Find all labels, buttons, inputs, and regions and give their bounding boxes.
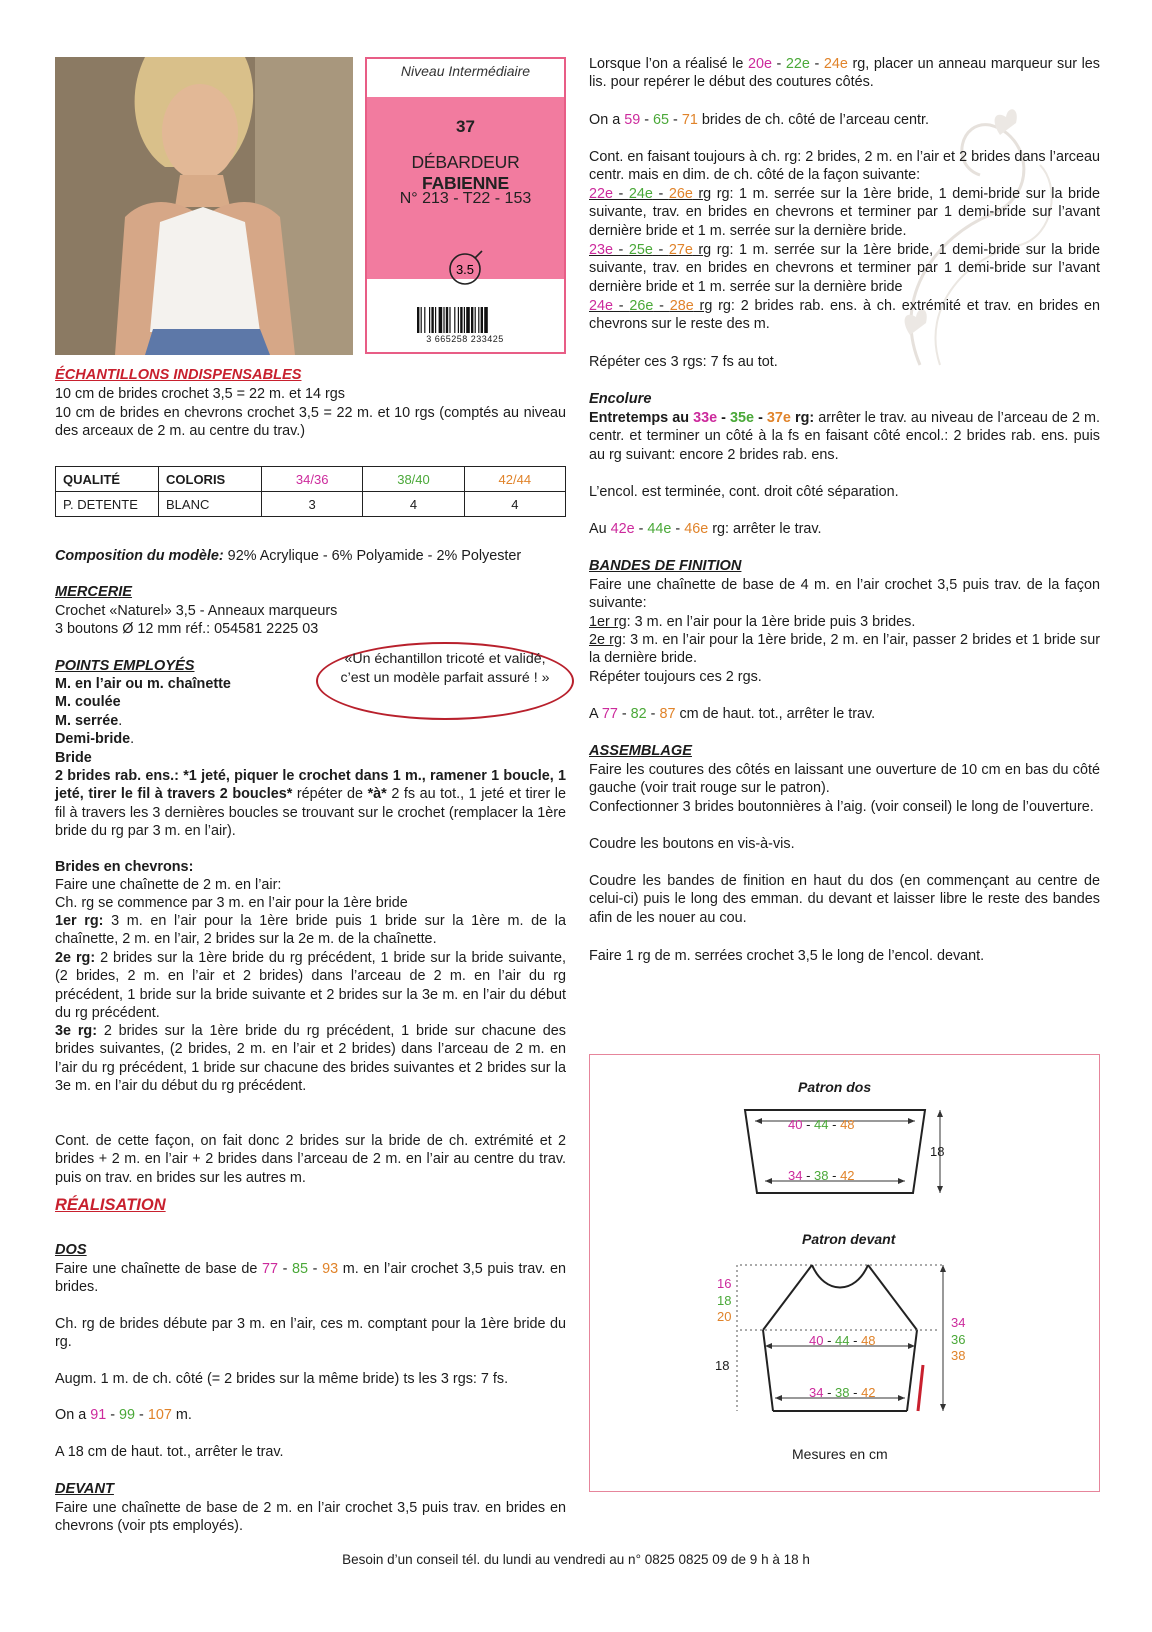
tip-bubble-text: «Un échantillon tricoté et validé, c’est un modèle parfait assuré ! » bbox=[340, 651, 550, 686]
mercerie-line-2: 3 boutons Ø 12 mm réf.: 054581 2225 03 bbox=[55, 621, 319, 637]
header-size-3: 42/44 bbox=[464, 467, 565, 492]
difficulty-level: Niveau Intermédiaire bbox=[400, 63, 531, 79]
stitch-list: M. en l’air ou m. chaînette M. coulée M. serrée. Demi-bride. Bride bbox=[55, 676, 231, 766]
row-1: 1er rg: 3 m. en l’air pour la 1ère bride puis 1 bride sur la 1ère m. de la chaînette, 2 m. en l’air, 2 brides sur la 2e m. de la chaînette. bbox=[55, 913, 566, 948]
chevrons-heading: Brides en chevrons: bbox=[55, 859, 194, 875]
devant-left-top-measure: 16 18 20 bbox=[717, 1276, 732, 1324]
model-photo bbox=[55, 57, 353, 355]
encolure-step-2: L’encol. est terminée, cont. droit côté séparation. bbox=[589, 484, 899, 500]
assemblage-step-3: Coudre les boutons en vis-à-vis. bbox=[589, 836, 795, 852]
continue-paragraph: Cont. de cette façon, on fait donc 2 brides sur la bride de ch. extrémité et 2 brides + 2 m. en l’air + 2 brides dans l’arceau de 2 m. en l’air au centre du trav. puis on trav. en brides sur les autres m. bbox=[55, 1133, 566, 1186]
barcode-number: 3 665258 233425 bbox=[426, 334, 504, 344]
encolure-heading: Encolure bbox=[589, 391, 652, 407]
echantillons-heading: ÉCHANTILLONS INDISPENSABLES bbox=[55, 367, 302, 383]
header-quality: QUALITÉ bbox=[56, 467, 159, 492]
header-color: COLORIS bbox=[159, 467, 262, 492]
assemblage-step-1: Faire les coutures des côtés en laissant une ouverture de 10 cm en bas du côté gauche (voir trait rouge sur le patron). bbox=[589, 762, 1100, 797]
right-para-1: Lorsque l’on a réalisé le 20e - 22e - 24e rg, placer un anneau marqueur sur les lis. pour repérer le début des coutures côtés. bbox=[589, 56, 1101, 91]
stitch-decrease: 2 brides rab. ens.: *1 jeté, piquer le crochet dans 1 m., ramener 1 boucle, 1 jeté, tirer le fil à travers 2 boucles* répéter de *à* 2 fs au tot., 1 jeté et tirer le fil à travers les 3 dernières boucles se trouvant sur le crochet (remplacer la 1ère bride du rg par 3 m. en l’air). bbox=[55, 768, 567, 840]
devant-step-1: Faire une chaînette de base de 2 m. en l’air crochet 3,5 puis trav. en brides en chevrons (voir pts employés). bbox=[55, 1500, 566, 1535]
assemblage-heading: ASSEMBLAGE bbox=[589, 743, 692, 759]
hook-size-label: 3.5 bbox=[455, 262, 475, 277]
row-3: 3e rg: 2 brides sur la 1ère bride du rg précédent, 1 bride sur chacune des brides suivantes, (2 brides, 2 m. en l’air et 2 brides) dans l’arceau de 2 m. en l’air du rg précédent, 1 bride sur chacune des brides suivantes et 2 brides sur la 3e m. en l’air du début du rg précédent. bbox=[55, 1023, 566, 1095]
repeat-instruction: Répéter ces 3 rgs: 7 fs au tot. bbox=[589, 354, 778, 370]
dos-step-1: Faire une chaînette de base de 77 - 85 - 93 m. en l’air crochet 3,5 puis trav. en brides. bbox=[55, 1261, 566, 1296]
cell-size-1: 3 bbox=[262, 492, 363, 517]
bandes-end: A 77 - 82 - 87 cm de haut. tot., arrêter le trav. bbox=[589, 706, 876, 722]
pattern-number: 37 bbox=[456, 117, 475, 136]
sample-gauge-2: 10 cm de brides en chevrons crochet 3,5 = 22 m. et 10 rgs (comptés au niveau des arceaux de 2 m. au centre du trav.) bbox=[55, 405, 566, 440]
realisation-heading: RÉALISATION bbox=[55, 1196, 166, 1214]
pattern-diagram bbox=[589, 1054, 1100, 1492]
points-heading: POINTS EMPLOYÉS bbox=[55, 658, 195, 674]
cell-size-3: 4 bbox=[464, 492, 565, 517]
assemblage-step-4: Coudre les bandes de finition en haut du dos (en commençant au centre de celui-ci) puis le long des emman. du devant et laisser libre le reste des bandes afin de les nouer au cou. bbox=[589, 873, 1100, 926]
cell-quality: P. DETENTE bbox=[56, 492, 159, 517]
decrease-row-c: 24e - 26e - 28e rg rg: 2 brides rab. ens. à ch. extrémité et trav. en brides en chevrons sur le reste des m. bbox=[589, 298, 1100, 333]
yarn-table-header bbox=[56, 467, 566, 492]
model-photo-illustration bbox=[55, 57, 353, 355]
encolure-step-1: Entretemps au 33e - 35e - 37e rg: arrêter le trav. au niveau de l’arceau de 2 m. centr. et terminer un côté à la fs en faisant côté encol.: 2 brides rab. ens. puis au rg suivant: encore 2 brides rab. ens. bbox=[589, 410, 1101, 463]
right-para-3: Cont. en faisant toujours à ch. rg: 2 brides, 2 m. en l’air et 2 brides dans l’arceau centr. mais en dim. de ch. côté de la façon suivante: bbox=[589, 149, 1100, 184]
header-size-2: 38/40 bbox=[363, 467, 464, 492]
composition: Composition du modèle: 92% Acrylique - 6% Polyamide - 2% Polyester bbox=[55, 548, 522, 564]
devant-right-measure: 34 36 38 bbox=[951, 1315, 966, 1363]
row-2: 2e rg: 2 brides sur la 1ère bride du rg précédent, 1 bride sur la bride suivante, (2 brides, 2 m. en l’air et 2 brides) dans l’arceau de 2 m. en l’air du rg précédent, 1 bride sur la bride suivante et 2 brides sur la 3e m. en l’air du début du rg précédent. bbox=[55, 950, 566, 1022]
devant-left-bottom-measure: 18 bbox=[715, 1358, 730, 1373]
bandes-row-1: 1er rg: 3 m. en l’air pour la 1ère bride puis 3 brides. bbox=[589, 614, 916, 630]
yarn-table bbox=[55, 466, 566, 517]
dos-top-measure: 40 - 44 - 48 bbox=[788, 1117, 855, 1132]
mercerie-line-1: Crochet «Naturel» 3,5 - Anneaux marqueurs bbox=[55, 603, 338, 619]
barcode-icon bbox=[417, 307, 513, 333]
pattern-reference: N° 213 - T22 - 153 bbox=[399, 190, 532, 207]
encolure-step-3: Au 42e - 44e - 46e rg: arrêter le trav. bbox=[589, 521, 822, 537]
chevrons-line-1: Faire une chaînette de 2 m. en l’air: bbox=[55, 877, 282, 893]
dos-schema-title: Patron dos bbox=[798, 1079, 872, 1095]
table-row bbox=[56, 492, 566, 517]
cell-color: BLANC bbox=[159, 492, 262, 517]
decrease-row-b: 23e - 25e - 27e rg rg: 1 m. serrée sur la 1ère bride, 1 demi-bride sur la bride suivante, trav. en brides en chevrons et terminer par 1 demi-bride sur l’avant dernière bride et 1 m. serrée sur la dernière bride bbox=[589, 242, 1100, 295]
dos-heading: DOS bbox=[55, 1242, 87, 1258]
devant-mid-measure: 40 - 44 - 48 bbox=[809, 1333, 876, 1348]
devant-heading: DEVANT bbox=[55, 1481, 114, 1497]
assemblage-step-5: Faire 1 rg de m. serrées crochet 3,5 le long de l’encol. devant. bbox=[589, 948, 985, 964]
devant-bottom-measure: 34 - 38 - 42 bbox=[809, 1385, 876, 1400]
header-size-1: 34/36 bbox=[262, 467, 363, 492]
dos-height-measure: 18 bbox=[930, 1144, 945, 1159]
crochet-hook-size-icon bbox=[447, 249, 485, 287]
dos-step-2: Ch. rg de brides débute par 3 m. en l’air, ces m. comptant pour la 1ère bride du rg. bbox=[55, 1316, 566, 1351]
chevrons-line-2: Ch. rg se commence par 3 m. en l’air pour la 1ère bride bbox=[55, 895, 408, 911]
right-para-2: On a 59 - 65 - 71 brides de ch. côté de l’arceau centr. bbox=[589, 112, 930, 128]
pattern-info-card bbox=[365, 57, 566, 354]
bandes-row-2: 2e rg: 3 m. en l’air pour la 1ère bride, 2 m. en l’air, passer 2 brides et 1 bride sur la dernière bride. bbox=[589, 632, 1101, 667]
mercerie-heading: MERCERIE bbox=[55, 584, 133, 600]
measure-unit-note: Mesures en cm bbox=[792, 1446, 888, 1462]
footer-contact: Besoin d’un conseil tél. du lundi au vendredi au n° 0825 0825 09 de 9 h à 18 h bbox=[342, 1552, 810, 1567]
dos-step-3: Augm. 1 m. de ch. côté (= 2 brides sur la même bride) ts les 3 rgs: 7 fs. bbox=[55, 1371, 509, 1387]
decrease-row-a: 22e - 24e - 26e rg rg: 1 m. serrée sur la 1ère bride, 1 demi-bride sur la bride suivante, trav. en brides en chevrons et terminer par 1 demi-bride sur l’avant dernière bride et 1 m. serrée sur la dernière bride. bbox=[589, 186, 1100, 239]
bandes-step-1: Faire une chaînette de base de 4 m. en l’air crochet 3,5 puis trav. de la façon suivante: bbox=[589, 577, 1100, 612]
devant-schema-title: Patron devant bbox=[802, 1231, 896, 1247]
dos-step-4: On a 91 - 99 - 107 m. bbox=[55, 1407, 192, 1423]
dos-step-5: A 18 cm de haut. tot., arrêter le trav. bbox=[55, 1444, 284, 1460]
bandes-heading: BANDES DE FINITION bbox=[589, 558, 742, 574]
dos-bottom-measure: 34 - 38 - 42 bbox=[788, 1168, 855, 1183]
sample-gauge-1: 10 cm de brides crochet 3,5 = 22 m. et 14 rgs bbox=[55, 386, 345, 402]
cell-size-2: 4 bbox=[363, 492, 464, 517]
pattern-name: DÉBARDEUR FABIENNE bbox=[411, 152, 520, 193]
bandes-repeat: Répéter toujours ces 2 rgs. bbox=[589, 669, 762, 685]
assemblage-step-2: Confectionner 3 brides boutonnières à l’aig. (voir conseil) le long de l’ouverture. bbox=[589, 799, 1094, 815]
